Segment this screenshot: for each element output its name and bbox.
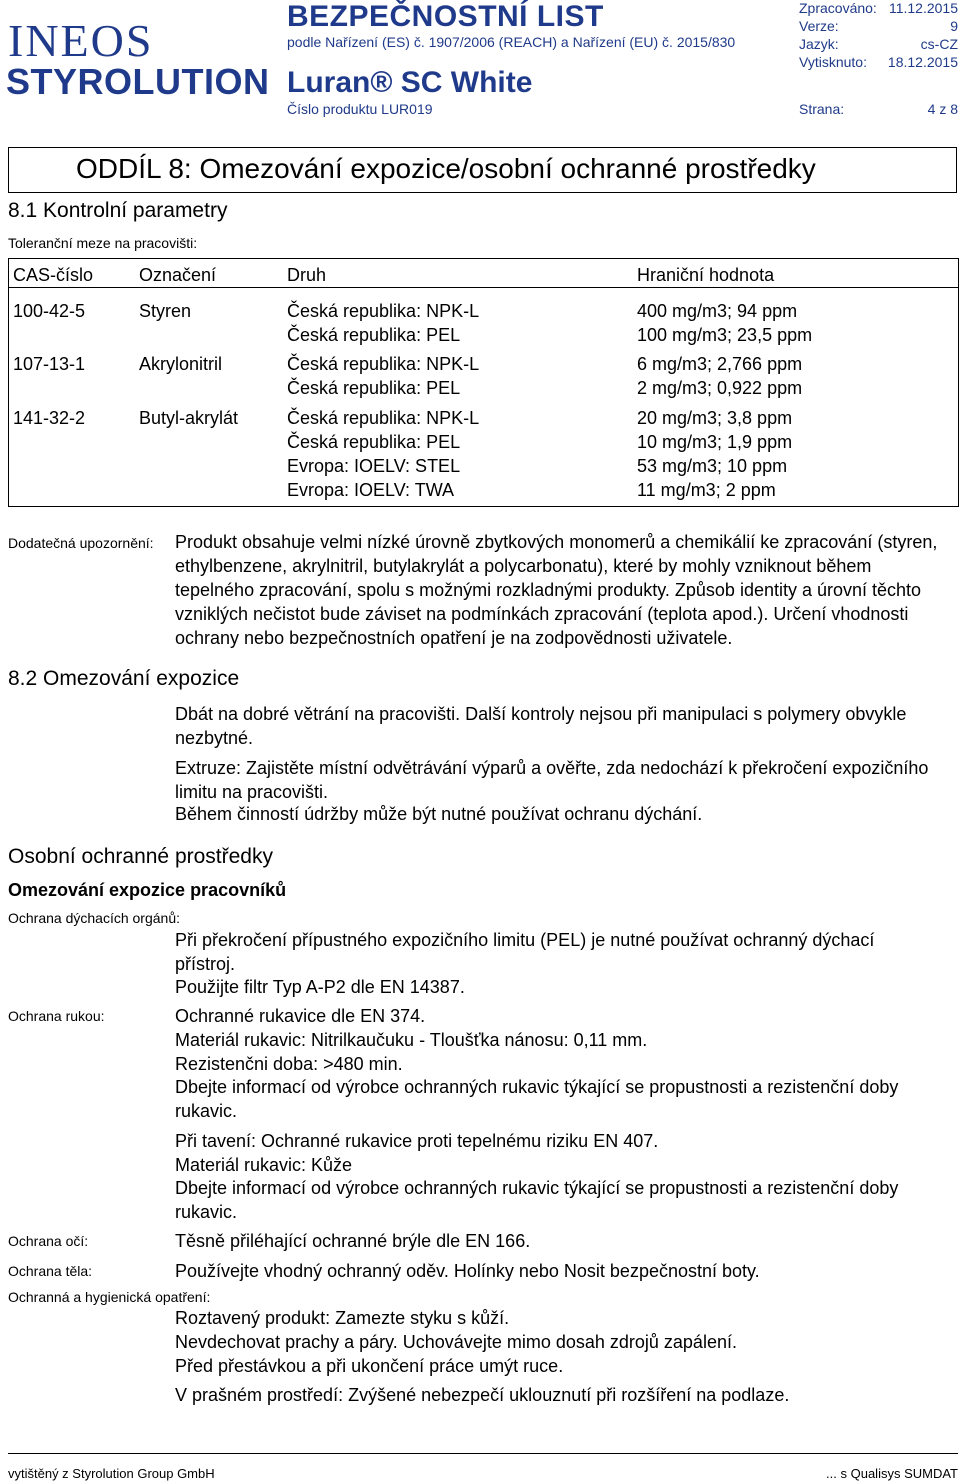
table-header-type: Druh [287,265,327,285]
additional-notes-text: Produkt obsahuje velmi nízké úrovně zbytkových monomerů a chemikálií ke zpracování (styren, ethylbenzene, akrylnitril, butylakrylát a polycarbonatu), které by mohly vzniknout během tepelného zpracování, spolu s možnými rozkladnými produkty. Způsob identity a úrovní těchto vzniklých nečistot bude záviset na podmínkách zpracování (teplota apod.). Určení vhodnosti ochrany nebo bezpečnostních opatření je na zodpovědnosti uživatele. [175,532,938,648]
ppe-title: Osobní ochranné prostředky [8,845,273,868]
table-row-types: Česká republika: NPK-L Česká republika: PEL Evropa: IOELV: STEL Evropa: IOELV: TWA [287,408,480,500]
hand-protection-line: Rezistenčni doba: >480 min. [175,1054,403,1074]
meta-label-language: Jazyk: [799,36,839,52]
footer-divider [8,1453,958,1454]
footer-left: vytištěný z Styrolution Group GmbH [8,1466,215,1481]
meta-value-printed: 18.12.2015 [887,54,958,70]
respiratory-label: Ochrana dýchacích orgánů: [8,910,180,926]
table-row-cas: 107-13-1 [13,354,86,374]
limits-table [8,258,959,507]
hand-protection-label: Ochrana rukou: [8,1008,105,1024]
hand-protection-line: Při tavení: Ochranné rukavice proti tepelnému riziku EN 407. [175,1131,659,1151]
page-label: Strana: [799,101,845,117]
table-row-cas: 100-42-5 [13,301,86,321]
logo-styrolution: STYROLUTION [6,61,270,102]
hygiene-line: V prašném prostředí: Zvýšené nebezpečí uklouznutí při rozšíření na podlaze. [175,1385,790,1405]
document-title: BEZPEČNOSTNÍ LIST [287,0,604,33]
document-subtitle: podle Nařízení (ES) č. 1907/2006 (REACH) a Nařízení (EU) č. 2015/830 [287,34,736,50]
logo-ineos: INEOS [8,15,154,66]
meta-value-language: cs-CZ [920,36,958,52]
hand-protection-line: Dbejte informací od výrobce ochranných rukavic týkající se propustnosti a rezistenční doby rukavic. [175,1077,899,1121]
meta-value-processed: 11.12.2015 [888,0,958,16]
hand-protection-line: Materiál rukavic: Nitrilkaučuku - Tloušťka nánosu: 0,11 mm. [175,1030,648,1050]
respiratory-filter-text: Použijte filtr Typ A-P2 dle EN 14387. [175,977,465,997]
respiratory-text: Při překročení přípustného expozičního limitu (PEL) je nutné používat ochranný dýchací přístroj. [175,930,875,974]
hygiene-label: Ochranná a hygienická opatření: [8,1289,211,1305]
table-row-types: Česká republika: NPK-L Česká republika: PEL [287,301,480,345]
table-row-values: 400 mg/m3; 94 ppm 100 mg/m3; 23,5 ppm [637,301,813,345]
table-row-values: 6 mg/m3; 2,766 ppm 2 mg/m3; 0,922 ppm [637,354,803,398]
table-header-cas: CAS-číslo [13,265,94,285]
hand-protection-line: Ochranné rukavice dle EN 374. [175,1006,426,1026]
eye-protection-text: Těsně přiléhající ochranné brýle dle EN 166. [175,1231,531,1251]
table-row-name: Styren [139,301,192,321]
exposure-control-text: Dbát na dobré větrání na pracovišti. Další kontroly nejsou při manipulaci s polymery obvykle nezbytné. [175,704,907,748]
hand-protection-line: Materiál rukavic: Kůže [175,1155,353,1175]
worker-exposure-title: Omezování expozice pracovníků [8,880,287,900]
meta-label-printed: Vytisknuto: [799,54,867,70]
hygiene-line: Roztavený produkt: Zamezte styku s kůží. [175,1308,510,1328]
maintenance-text: Během činností údržby může být nutné používat ochranu dýchání. [175,804,703,824]
table-row-cas: 141-32-2 [13,408,86,428]
subsection-8-1-title: 8.1 Kontrolní parametry [8,199,228,222]
footer-right: ... s Qualisys SUMDAT [826,1466,958,1481]
product-name: Luran® SC White [287,66,533,99]
meta-label-processed: Zpracováno: [799,0,877,16]
product-number: Číslo produktu LUR019 [287,101,433,117]
table-header-limit: Hraniční hodnota [637,265,775,285]
table-row-name: Akrylonitril [139,354,223,374]
table-row-types: Česká republika: NPK-L Česká republika: PEL [287,354,480,398]
extrusion-text: Extruze: Zajistěte místní odvětrávání výparů a ověřte, zda nedochází k překročení expozičního limitu na pracovišti. [175,758,929,802]
table-header-divider [8,287,959,288]
page-value: 4 z 8 [927,101,958,117]
table-row-values: 20 mg/m3; 3,8 ppm 10 mg/m3; 1,9 ppm 53 mg/m3; 10 ppm 11 mg/m3; 2 ppm [637,408,793,500]
table-row-name: Butyl-akrylát [139,408,239,428]
meta-label-version: Verze: [799,18,839,34]
table-header-name: Označení [139,265,217,285]
tolerance-label: Toleranční meze na pracovišti: [8,235,198,251]
hygiene-line: Před přestávkou a při ukončení práce umýt ruce. [175,1356,564,1376]
meta-value-version: 9 [950,18,958,34]
subsection-8-2-title: 8.2 Omezování expozice [8,667,240,690]
body-protection-text: Používejte vhodný ochranný oděv. Holínky nebo Nosit bezpečnostní boty. [175,1261,760,1281]
eye-protection-label: Ochrana očí: [8,1233,89,1249]
section-title: ODDÍL 8: Omezování expozice/osobní ochranné prostředky [76,153,816,184]
body-protection-label: Ochrana těla: [8,1263,93,1279]
hand-protection-line: Dbejte informací od výrobce ochranných rukavic týkající se propustnosti a rezistenční doby rukavic. [175,1178,899,1222]
hygiene-line: Nevdechovat prachy a páry. Uchovávejte mimo dosah zdrojů zapálení. [175,1332,737,1352]
additional-notes-label: Dodatečná upozornění: [8,535,154,551]
